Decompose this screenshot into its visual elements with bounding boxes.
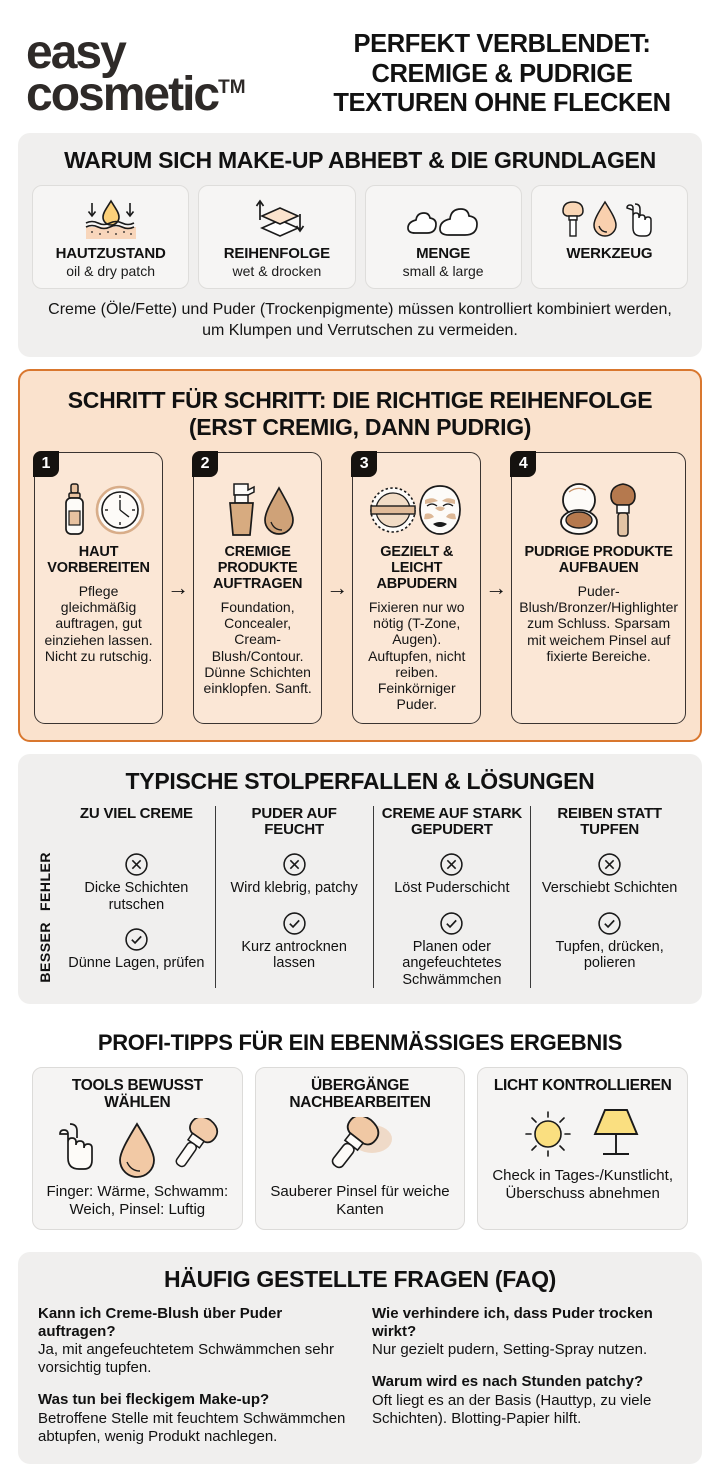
pitfall-bad-text: Löst Puderschicht: [394, 880, 510, 897]
tip-title: ÜBERGÄNGE NACHBEARBEITEN: [289, 1077, 431, 1112]
powder-compact-brush-icon: [545, 479, 653, 541]
logo-line-2: cosmetic: [26, 68, 219, 122]
basics-card-grid: [32, 185, 688, 289]
check-circle-icon: [124, 927, 149, 952]
faq-item: [38, 1305, 348, 1377]
faq-column-right: [372, 1305, 682, 1446]
basics-card-title: HAUTZUSTAND: [55, 245, 166, 263]
row-label-besser: BESSER: [37, 922, 53, 983]
check-circle-icon: [282, 911, 307, 936]
basics-card-menge: [365, 185, 522, 289]
pitfall-header: CREME AUF STARK GEPUDERT: [381, 805, 523, 839]
serum-bottle-clock-icon: [45, 479, 153, 541]
pitfall-bad-text: Dicke Schichten rutschen: [84, 880, 189, 913]
pitfall-column-2: [215, 806, 373, 988]
step-arrow-icon: →: [167, 574, 190, 600]
page-title: PERFEKT VERBLENDET: CREMIGE & PUDRIGE TEXTUREN OHNE FLECKEN: [333, 30, 671, 118]
faq-column-left: [38, 1305, 348, 1446]
step-desc: Puder-Blush/Bronzer/Highlighter zum Schluss. Sparsam mit weichem Pinsel auf fixierte Bereiche.: [519, 583, 679, 664]
section-faq: [18, 1252, 702, 1464]
step-desc: Fixieren nur wo nötig (T-Zone, Augen). Auftupfen, nicht reiben. Feinkörniger Puder.: [368, 598, 466, 713]
tip-desc: Finger: Wärme, Schwamm: Weich, Pinsel: Luftig: [46, 1183, 229, 1219]
check-circle-icon: [439, 911, 464, 936]
step-title: PUDRIGE PRODUKTE AUFBAUEN: [524, 544, 673, 577]
tip-desc: Sauberer Pinsel für weiche Kanten: [270, 1183, 450, 1219]
pitfalls-row-labels: [32, 806, 58, 988]
cross-circle-icon: [124, 852, 149, 877]
step-desc: Foundation, Concealer, Cream-Blush/Contour. Dünne Schichten einklopfen. Sanft.: [203, 598, 312, 697]
faq-grid: [32, 1305, 688, 1446]
step-card-3: [352, 452, 481, 723]
pitfall-bad-text: Verschiebt Schichten: [541, 880, 678, 897]
step-number: 4: [510, 451, 536, 477]
powder-puff-face-icon: [363, 479, 471, 541]
tips-title: PROFI-TIPPS FÜR EIN EBENMÄSSIGES ERGEBNIS: [97, 1030, 623, 1056]
faq-title: HÄUFIG GESTELLTE FRAGEN (FAQ): [163, 1266, 557, 1293]
pitfall-column-1: [58, 806, 215, 988]
section-steps: [18, 369, 702, 741]
tip-card-tools: [32, 1067, 243, 1230]
pitfall-good-text: Tupfen, drücken, polieren: [555, 938, 664, 972]
basics-card-sub: small & large: [402, 262, 484, 279]
step-card-2: [193, 452, 322, 723]
faq-item: [372, 1305, 682, 1359]
page-header: [0, 0, 720, 133]
steps-title: SCHRITT FÜR SCHRITT: DIE RICHTIGE REIHENFOLGE (ERST CREMIG, DANN PUDRIG): [67, 387, 653, 440]
basics-card-werkzeug: [531, 185, 688, 289]
pitfall-column-3: [373, 806, 531, 988]
section-pitfalls: [18, 754, 702, 1005]
basics-card-title: WERKZEUG: [566, 245, 653, 263]
tip-card-transitions: [255, 1067, 466, 1230]
step-title: GEZIELT & LEICHT ABPUDERN: [376, 544, 458, 592]
pitfall-header: ZU VIEL CREME: [79, 805, 193, 823]
brush-sponge-finger-icon: [561, 196, 657, 242]
pitfall-good-text: Dünne Lagen, prüfen: [68, 955, 205, 972]
step-title: HAUT VORBEREITEN: [47, 544, 150, 577]
cross-circle-icon: [282, 852, 307, 877]
pitfall-column-4: [530, 806, 688, 988]
step-desc: Pflege gleichmäßig auftragen, gut einziehen lassen. Nicht zu rutschig.: [44, 583, 153, 664]
pitfalls-table: [32, 806, 688, 988]
basics-card-reihenfolge: [198, 185, 355, 289]
stacked-layers-icon: [240, 196, 314, 242]
basics-card-title: REIHENFOLGE: [223, 245, 330, 263]
tip-desc: Check in Tages-/Kunstlicht, Überschuss abnehmen: [492, 1167, 673, 1203]
faq-question: Wie verhindere ich, dass Puder trocken wirkt?: [372, 1304, 653, 1340]
faq-item: [372, 1373, 682, 1428]
foundation-bottle-sponge-icon: [204, 479, 312, 541]
basics-card-sub: oil & dry patch: [66, 262, 155, 279]
step-arrow-icon: →: [485, 574, 508, 600]
step-card-4: [511, 452, 686, 723]
faq-answer: Ja, mit angefeuchtetem Schwämmchen sehr vorsichtig tupfen.: [38, 1341, 334, 1377]
section-tips: [18, 1016, 702, 1246]
basics-title: WARUM SICH MAKE-UP ABHEBT & DIE GRUNDLAGEN: [64, 146, 656, 173]
faq-question: Warum wird es nach Stunden patchy?: [372, 1373, 644, 1391]
step-title: CREMIGE PRODUKTE AUFTRAGEN: [213, 544, 303, 592]
basics-card-sub: wet & drocken: [232, 262, 322, 279]
trademark-symbol: TM: [218, 77, 246, 99]
pitfall-header: REIBEN STATT TUPFEN: [557, 805, 662, 839]
faq-answer: Nur gezielt pudern, Setting-Spray nutzen.: [372, 1341, 648, 1359]
pitfalls-title: TYPISCHE STOLPERFALLEN & LÖSUNGEN: [125, 767, 595, 794]
faq-answer: Oft liegt es an der Basis (Hauttyp, zu viele Schichten). Blotting-Papier hilft.: [372, 1391, 652, 1427]
pitfall-good-text: Planen oder angefeuchtetes Schwämmchen: [402, 938, 502, 988]
skin-layer-droplet-icon: [74, 196, 148, 242]
tips-row: [18, 1067, 702, 1230]
blending-brush-icon: [300, 1117, 420, 1179]
pitfall-good-text: Kurz antrocknen lassen: [241, 938, 347, 972]
step-number: 3: [351, 451, 377, 477]
two-cream-dollops-icon: [401, 196, 485, 242]
step-number: 2: [192, 451, 218, 477]
row-label-fehler: FEHLER: [37, 852, 53, 912]
basics-card-title: MENGE: [416, 245, 471, 263]
logo-line-1: easy: [26, 26, 125, 80]
finger-sponge-brush-icon: [42, 1117, 232, 1179]
basics-note: Creme (Öle/Fette) und Puder (Trockenpigmente) müssen kontrolliert kombiniert werden, um Klumpen und Verrutschen zu vermeiden.: [48, 301, 672, 339]
check-circle-icon: [597, 911, 622, 936]
sun-lamp-icon: [508, 1101, 658, 1163]
tip-title: LICHT KONTROLLIEREN: [493, 1077, 672, 1095]
tip-title: TOOLS BEWUSST WÄHLEN: [71, 1077, 203, 1112]
cross-circle-icon: [439, 852, 464, 877]
pitfall-bad-text: Wird klebrig, patchy: [230, 880, 358, 897]
faq-question: Was tun bei fleckigem Make-up?: [38, 1391, 270, 1409]
step-number: 1: [33, 451, 59, 477]
pitfall-header: PUDER AUF FEUCHT: [251, 805, 337, 839]
step-arrow-icon: →: [326, 574, 349, 600]
faq-item: [38, 1391, 348, 1446]
section-basics: [18, 133, 702, 358]
tip-card-light: [477, 1067, 688, 1230]
steps-row: [34, 452, 686, 723]
faq-question: Kann ich Creme-Blush über Puder auftragen?: [38, 1304, 283, 1340]
brand-logo: [26, 26, 306, 122]
step-card-1: [34, 452, 163, 723]
cross-circle-icon: [597, 852, 622, 877]
basics-card-hautzustand: [32, 185, 189, 289]
faq-answer: Betroffene Stelle mit feuchtem Schwämmchen abtupfen, wenig Produkt nachlegen.: [38, 1409, 346, 1445]
